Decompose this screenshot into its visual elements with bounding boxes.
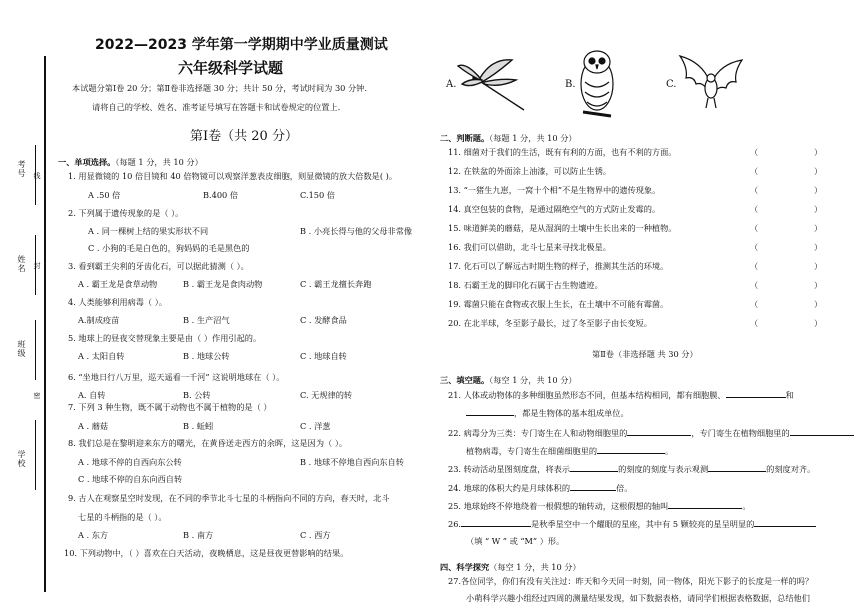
question-22-cont xyxy=(466,445,673,456)
q22-text-b: ，专门寄生在植物细胞里的 xyxy=(691,428,790,438)
question-6-stem: 6. “坐地日行八万里，巡天遥看一千河” 这说明地球在（ ）。 xyxy=(68,372,285,382)
answer-paren-close-11: ） xyxy=(814,147,823,157)
school-label: 学校 xyxy=(17,450,26,468)
q5-option-b[interactable]: B . 地球公转 xyxy=(183,351,230,361)
q21-text-b: 和 xyxy=(785,390,794,400)
q26-text-a: 26. xyxy=(448,519,462,529)
binding-mark-line: 线 xyxy=(33,172,41,180)
answer-paren-open-19: （ xyxy=(750,299,759,309)
q9-option-a[interactable]: A . 东方 xyxy=(78,530,109,540)
q22-text-a: 22. 病毒分为三类：专门寄生在人和动物细胞里的 xyxy=(448,428,628,438)
answer-paren-open-16: （ xyxy=(750,242,759,252)
q6-option-c[interactable]: C. 无规律的转 xyxy=(300,390,353,400)
q1-option-b[interactable]: B.400 倍 xyxy=(203,190,239,200)
dragonfly-icon xyxy=(456,54,534,114)
section2-title: 二、判断题。 xyxy=(440,133,490,143)
q7-option-c[interactable]: C . 洋葱 xyxy=(300,421,331,431)
q23-text-b: 的刻度的刻度与表示观测 xyxy=(618,464,709,474)
q26-blank-1[interactable] xyxy=(461,518,531,527)
question-5-stem: 5. 地球上的昼夜交替现象主要是由（ ）作用引起的。 xyxy=(68,333,262,343)
q22-text-d: 。 xyxy=(665,446,674,456)
answer-paren-close-13: ） xyxy=(814,185,823,195)
part2-heading: 第Ⅱ卷（非选择题 共 30 分） xyxy=(592,349,698,359)
judge-item-11: 11. 细菌对于我们的生活，既有有利的方面，也有不利的方面。 xyxy=(448,147,677,157)
q5-option-a[interactable]: A . 太阳自转 xyxy=(78,351,125,361)
part1-heading: 第Ⅰ卷（共 20 分） xyxy=(190,129,298,144)
question-3-stem: 3. 看到霸王尖利的牙齿化石，可以据此猜测（ ）。 xyxy=(68,261,249,271)
judge-item-19: 19. 霉菌只能在食物或衣服上生长，在土壤中不可能有霉菌。 xyxy=(448,299,669,309)
answer-paren-open-14: （ xyxy=(750,204,759,214)
q1-option-c[interactable]: C.150 倍 xyxy=(300,190,335,200)
section4-heading xyxy=(440,562,581,572)
section1-title: 一、单项选择。 xyxy=(58,157,116,167)
judge-item-12: 12. 在铁盆的外面涂上油漆，可以防止生锈。 xyxy=(448,166,611,176)
answer-paren-close-19: ） xyxy=(814,299,823,309)
answer-paren-close-20: ） xyxy=(814,318,823,328)
section4-score: （每空 1 分，共 10 分） xyxy=(489,562,581,572)
q3-option-c[interactable]: C . 霸王龙擅长奔跑 xyxy=(300,279,372,289)
section3-score: （每空 1 分，共 10 分） xyxy=(489,375,577,385)
q2-option-c[interactable]: C . 小狗的毛是白色的，狗妈妈的毛是黑色的 xyxy=(88,243,250,253)
q2-option-b[interactable]: B . 小亮长得与他的父母非常像 xyxy=(300,226,413,236)
q2-option-a[interactable]: A . 同一棵树上结的果实形状不同 xyxy=(88,226,209,236)
exam-title: 2022—2023 学年第一学期期中学业质量测试 xyxy=(95,37,388,53)
q23-blank-1[interactable] xyxy=(570,463,618,472)
exam-subtitle: 六年级科学试题 xyxy=(178,59,284,77)
exam-note-1: 本试题分第Ⅰ卷 20 分；第Ⅱ卷非选择题 30 分；共计 50 分，考试时间为 30 分钟. xyxy=(72,83,367,93)
q4-option-c[interactable]: C . 发酵食品 xyxy=(300,315,347,325)
answer-paren-close-14: ） xyxy=(814,204,823,214)
section1-score: （每题 1 分，共 10 分） xyxy=(115,157,203,167)
name-label: 姓名 xyxy=(17,255,26,273)
q4-option-a[interactable]: A.制成疫苗 xyxy=(78,315,120,325)
q24-text-a: 24. 地球的体积大约是月球体积的 xyxy=(448,483,571,493)
class-field[interactable] xyxy=(35,320,36,380)
question-21 xyxy=(448,389,794,400)
question-27-line-1: 27.各位同学，你们有没有关注过：昨天和今天同一时刻，同一物体，阳光下影子的长度是一样的吗？ xyxy=(448,576,814,586)
q8-option-a[interactable]: A . 地球不停的自西向东公转 xyxy=(78,457,182,467)
q21-blank-1[interactable] xyxy=(726,389,786,398)
q22-text-c: 植物病毒，专门寄生在细菌细胞里的 xyxy=(466,446,598,456)
question-7-stem: 7. 下列 3 种生物，既不属于动物也不属于植物的是（ ） xyxy=(68,402,272,412)
q6-option-b[interactable]: B. 公转 xyxy=(183,390,211,400)
q9-option-c[interactable]: C . 西方 xyxy=(300,530,331,540)
image-label-a: A. xyxy=(446,79,457,90)
class-label: 班级 xyxy=(17,340,26,358)
q8-option-c[interactable]: C . 地球不停的自东向西自转 xyxy=(78,474,183,484)
section2-score: （每题 1 分，共 10 分） xyxy=(489,133,577,143)
answer-paren-close-15: ） xyxy=(814,223,823,233)
question-1-stem: 1. 用显微镜的 10 倍目镜和 40 倍物镜可以观察洋葱表皮细胞，则显微镜的放大倍数是( )。 xyxy=(68,171,398,181)
question-21-cont xyxy=(466,407,629,418)
question-2-stem: 2. 下列属于遗传现象的是（ ）。 xyxy=(68,208,184,218)
q1-option-a[interactable]: A .50 倍 xyxy=(88,190,121,200)
q22-blank-1[interactable] xyxy=(627,427,691,436)
q8-option-b[interactable]: B . 地球不停地自西向东自转 xyxy=(300,457,404,467)
question-26 xyxy=(448,518,816,529)
school-field[interactable] xyxy=(35,420,36,490)
answer-paren-open-12: （ xyxy=(750,166,759,176)
question-9-stem-cont: 七星的斗柄指的是（ ）。 xyxy=(78,512,167,522)
answer-paren-open-11: （ xyxy=(750,147,759,157)
exam-note-2: 请将自己的学校、姓名、准考证号填写在答题卡和试卷规定的位置上. xyxy=(92,102,341,112)
answer-paren-close-18: ） xyxy=(814,280,823,290)
q26-blank-2[interactable] xyxy=(754,518,816,527)
question-24 xyxy=(448,482,632,493)
q21-blank-2[interactable] xyxy=(466,407,514,416)
q4-option-b[interactable]: B . 生产沼气 xyxy=(183,315,230,325)
answer-paren-close-16: ） xyxy=(814,242,823,252)
q3-option-b[interactable]: B . 霸王龙是食肉动物 xyxy=(183,279,263,289)
judge-item-16: 16. 我们可以借助，北斗七星来寻找北极星。 xyxy=(448,242,611,252)
q9-option-b[interactable]: B . 南方 xyxy=(183,530,214,540)
q21-text-a: 21. 人体或动物体的多种细胞虽然形态不同，但基本结构相同，都有细胞膜、 xyxy=(448,390,726,400)
q22-blank-2[interactable] xyxy=(790,427,854,436)
section2-heading xyxy=(440,133,577,143)
q24-text-b: 倍。 xyxy=(616,483,633,493)
q23-text-c: 的刻度对齐。 xyxy=(766,464,816,474)
q25-blank[interactable] xyxy=(668,500,742,509)
q22-blank-3[interactable] xyxy=(597,445,665,454)
question-25 xyxy=(448,500,751,511)
q21-text-c: ，都是生物体的基本组成单位。 xyxy=(514,408,629,418)
answer-paren-open-13: （ xyxy=(750,185,759,195)
owl-icon xyxy=(575,42,619,122)
answer-paren-close-12: ） xyxy=(814,166,823,176)
animal-images xyxy=(440,40,830,125)
q24-blank[interactable] xyxy=(570,482,616,491)
section4-title: 四、科学探究 xyxy=(440,562,490,572)
answer-paren-open-17: （ xyxy=(750,261,759,271)
q7-option-b[interactable]: B . 蚯蚓 xyxy=(183,421,214,431)
q26-text-b: 是秋季星空中一个耀眼的星座，其中有 5 颗较亮的星呈明显的 xyxy=(531,519,755,529)
q25-text-b: 。 xyxy=(742,501,751,511)
q25-text-a: 25. 地球始终不停地绕着一根假想的轴转动，这根假想的轴叫 xyxy=(448,501,669,511)
image-label-b: B. xyxy=(565,79,576,90)
answer-paren-open-15: （ xyxy=(750,223,759,233)
binding-mark-secret: 密 xyxy=(33,392,41,400)
judge-item-20: 20. 在北半球，冬至影子最长，过了冬至影子由长变短。 xyxy=(448,318,652,328)
q5-option-c[interactable]: C . 地球自转 xyxy=(300,351,347,361)
q6-option-a[interactable]: A. 自转 xyxy=(78,390,106,400)
question-8-stem: 8. 我们总是在黎明迎来东方的曙光，在黄昏送走西方的余晖，这是因为（ ）。 xyxy=(68,438,348,448)
binding-line xyxy=(44,56,46,592)
answer-paren-open-18: （ xyxy=(750,280,759,290)
judge-item-18: 18. 石霸王龙的脚印化石属于古生物遗迹。 xyxy=(448,280,603,290)
question-4-stem: 4. 人类能够利用病毒（ ）。 xyxy=(68,297,167,307)
bat-icon xyxy=(676,52,746,114)
q26-text-c: （填 “ W ” 或 “M” ）形。 xyxy=(466,536,565,546)
answer-paren-open-20: （ xyxy=(750,318,759,328)
judge-item-14: 14. 真空包装的食物，是通过隔绝空气的方式防止发霉的。 xyxy=(448,204,661,214)
answer-paren-close-17: ） xyxy=(814,261,823,271)
question-9-stem: 9. 古人在观察星空时发现，在不同的季节北斗七星的斗柄指向不同的方向，春天时，北斗 xyxy=(68,493,390,503)
judge-item-15: 15. 味道鲜美的蘑菇，是从湿润的土壤中生长出来的一种植物。 xyxy=(448,223,677,233)
question-22 xyxy=(448,427,854,438)
q3-option-a[interactable]: A . 霸王龙是食草动物 xyxy=(78,279,158,289)
exam-number-label: 考号 xyxy=(17,160,26,178)
q7-option-a[interactable]: A . 蘑菇 xyxy=(78,421,109,431)
judge-item-13: 13. “一猪生九崽，一窝十个相”不是生物界中的遗传现象。 xyxy=(448,185,661,195)
question-27-line-2: 小萌科学兴趣小组经过四周的测量结果发现，如下数据表格，请同学们根据表格数据，总结他们 xyxy=(466,593,810,603)
q23-blank-2[interactable] xyxy=(708,463,766,472)
section3-heading xyxy=(440,375,577,385)
judge-item-17: 17. 化石可以了解远古时期生物的样子，推测其生活的环境。 xyxy=(448,261,669,271)
question-10-stem: 10. 下列动物中，（ ）喜欢在白天活动，夜晚栖息，这是昼夜更替影响的结果。 xyxy=(64,548,349,558)
binding-mark-seal: 封 xyxy=(33,262,41,270)
section3-title: 三、填空题。 xyxy=(440,375,490,385)
image-label-c: C. xyxy=(666,79,677,90)
section1-heading xyxy=(58,157,203,167)
q23-text-a: 23. 转动活动星图刻度盘，将表示 xyxy=(448,464,571,474)
question-23 xyxy=(448,463,815,474)
